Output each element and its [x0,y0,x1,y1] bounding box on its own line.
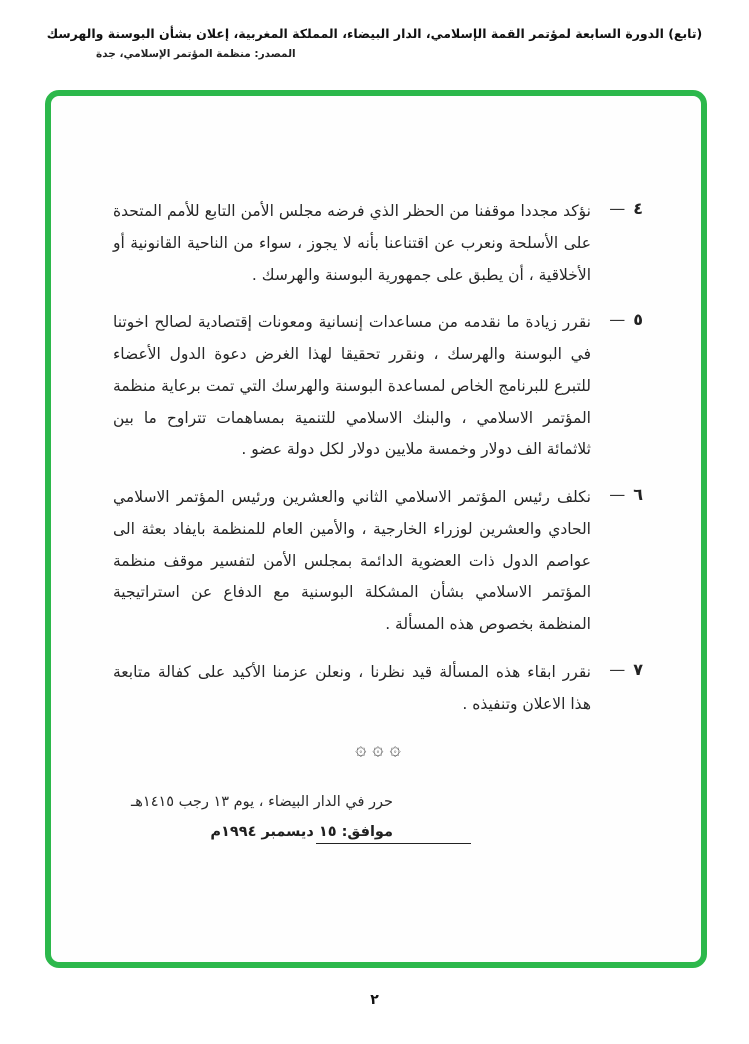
paragraph-6-text: نكلف رئيس المؤتمر الاسلامي الثاني والعشرين ورئيس المؤتمر الاسلامي الحادي والعشرين لوزراء الخارجية ، والأمين العام للمنظمة بايفاد بعثة الى عواصم الدول ذات العضوية الدائمة بمجلس الأمن لتفسير موقف منظمة المؤتمر الاسلامي بشأن المشكلة البوسنية مع الدفاع عن استراتيجية المنظمة بخصوص هذه المسألة . [113,488,591,634]
paragraph-7-text: نقرر ابقاء هذه المسألة قيد نظرنا ، ونعلن عزمنا الأكيد على كفالة متابعة هذا الاعلان وتنفيذه . [113,662,591,713]
doc-header [40,26,709,60]
num-dash: — [609,310,626,330]
paragraph-5-text: نقرر زيادة ما نقدمه من مساعدات إنسانية ومعونات إقتصادية لصالح اخوتنا في البوسنة والهرسك ، ونقرر تحقيقا لهذا الغرض دعوة الدول الأعضاء للتبرع للبرنامج الخاص لمساعدة البوسنة والهرسك التي تمت برعاية منظمة المؤتمر الاسلامي ، والبنك الاسلامي للتنمية بمساهمات تتراوح ما بين ثلاثمائة الف دولار وخمسة ملايين دولار لكل دولة عضو . [113,313,591,459]
num-dash: — [609,199,626,218]
paragraph-6-number [591,482,643,641]
scan-frame [45,90,707,968]
doc-source: المصدر: منظمة المؤتمر الإسلامي، جدة [96,48,296,60]
signature-place-date: حرر في الدار البيضاء ، يوم ١٣ رجب ١٤١٥هـ [131,794,393,811]
paragraph-4 [113,196,643,291]
signature-block [123,794,393,840]
num-glyph: ٥ [633,310,643,330]
paragraph-5 [113,307,643,466]
doc-title: (تابع) الدورة السابعة لمؤتمر القمة الإسلامي، الدار البيضاء، المملكة المغربية، إعلان بشأن البوسنة والهرسك [46,26,703,41]
num-dash: — [609,485,626,505]
num-glyph: ٤ [633,199,643,218]
paragraph-7-number [591,657,643,721]
signature-rule [316,843,471,844]
num-glyph: ٧ [633,659,643,679]
signature-gregorian-date: موافق: ١٥ ديسمبر ١٩٩٤م [210,824,393,841]
paragraph-6 [113,482,643,641]
page-number: ٢ [370,992,379,1008]
num-dash: — [609,659,626,679]
paragraph-7 [113,657,643,721]
paragraph-5-number [591,307,643,466]
paragraph-4-number [591,196,643,291]
paragraph-4-text: نؤكد مجددا موقفنا من الحظر الذي فرضه مجلس الأمن التابع للأمم المتحدة على الأسلحة ونعرب عن اقتناعنا بأنه لا يجوز ، سواء من الناحية القانونية أو الأخلاقية ، أن يطبق على جمهورية البوسنة والهرسك . [113,202,591,284]
ornament-divider: ۞ ۞ ۞ [355,738,401,761]
scan-content [51,96,701,962]
num-glyph: ٦ [633,485,643,505]
